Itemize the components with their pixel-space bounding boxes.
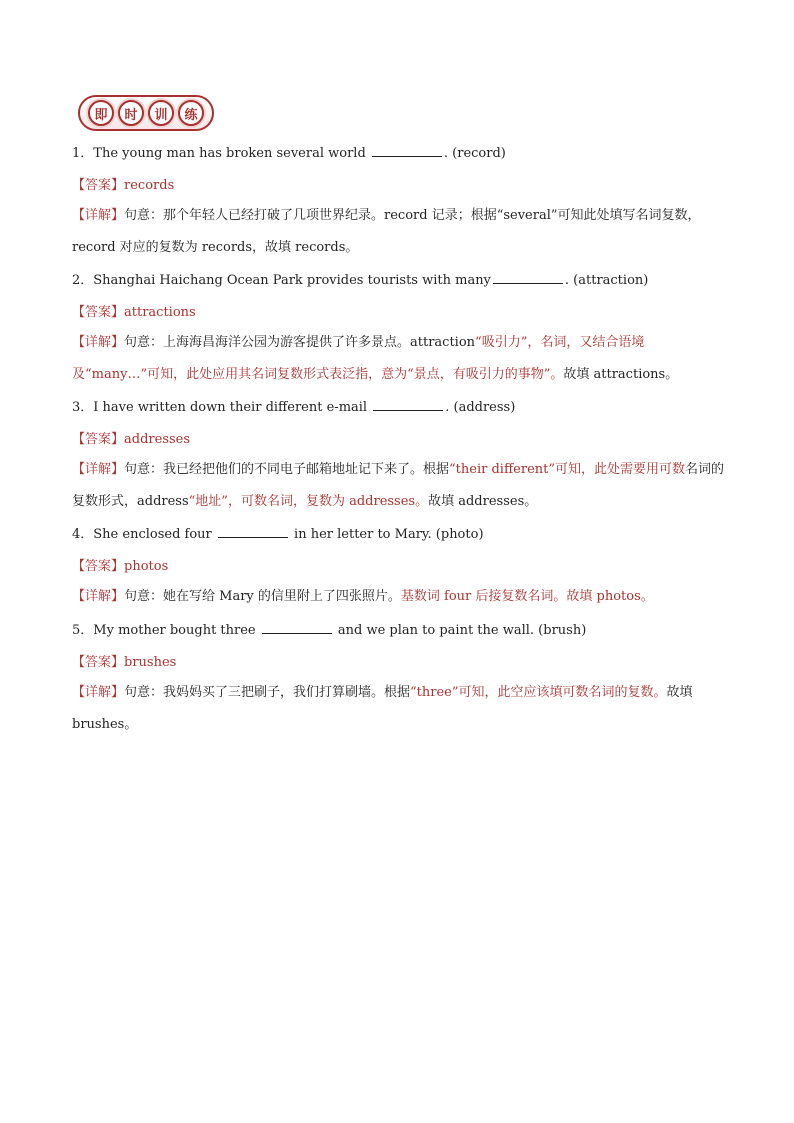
badge-char: 训 — [148, 100, 174, 126]
question-2 — [72, 271, 732, 291]
detail-label: 【详解】 — [72, 335, 125, 350]
detail-text: 名词的复数形式，address — [72, 462, 725, 509]
question-text: Shanghai Haichang Ocean Park provides tourists with many — [93, 273, 491, 288]
question-3 — [72, 398, 732, 418]
answer-4 — [72, 557, 732, 577]
badge-char: 练 — [178, 100, 204, 126]
detail-label: 【详解】 — [72, 462, 125, 477]
detail-text: 故填 attractions。 — [563, 367, 679, 382]
answer-text: brushes — [124, 655, 177, 670]
question-text: . (attraction) — [564, 273, 649, 288]
badge-char: 即 — [88, 100, 114, 126]
badge-char: 时 — [118, 100, 144, 126]
detail-highlight: “three”可知，此空应该填可数名词的复数。 — [410, 685, 667, 700]
answer-label: 【答案】 — [72, 432, 125, 447]
answer-1 — [72, 176, 732, 196]
answer-text: addresses — [124, 432, 191, 447]
detail-4 — [72, 581, 732, 613]
detail-text: 故填 addresses。 — [428, 494, 538, 509]
question-text: and we plan to paint the wall. (brush) — [333, 623, 587, 638]
answer-2 — [72, 303, 732, 323]
answer-blank — [262, 621, 332, 634]
question-number: 2． — [72, 273, 94, 288]
detail-text: 故填 brushes。 — [72, 685, 693, 732]
question-5 — [72, 621, 732, 641]
detail-3 — [72, 454, 732, 518]
detail-label: 【详解】 — [72, 208, 125, 223]
detail-highlight: “their different”可知，此处需要用可数 — [449, 462, 686, 477]
section-badge — [78, 95, 214, 131]
question-number: 4． — [72, 527, 94, 542]
detail-highlight: “地址”，可数名词，复数为 addresses。 — [188, 494, 429, 509]
answer-text: attractions — [124, 305, 196, 320]
detail-text: 句意：我已经把他们的不同电子邮箱地址记下来了。根据 — [124, 462, 450, 477]
detail-highlight: 基数词 four 后接复数名词。故填 photos。 — [400, 589, 654, 604]
answer-label: 【答案】 — [72, 178, 125, 193]
answer-text: records — [124, 178, 175, 193]
detail-label: 【详解】 — [72, 589, 125, 604]
answer-blank — [218, 525, 288, 538]
question-text: I have written down their different e-mail — [93, 400, 372, 415]
question-text: My mother bought three — [93, 623, 260, 638]
question-text: The young man has broken several world — [93, 146, 370, 161]
answer-3 — [72, 430, 732, 450]
detail-label: 【详解】 — [72, 685, 125, 700]
answer-blank — [372, 144, 442, 157]
question-text: . (record) — [443, 146, 506, 161]
detail-text: 句意：我妈妈买了三把刷子，我们打算刷墙。根据 — [124, 685, 411, 700]
question-4 — [72, 525, 732, 545]
question-number: 1． — [72, 146, 94, 161]
detail-5 — [72, 677, 732, 741]
question-number: 3． — [72, 400, 94, 415]
answer-blank — [493, 271, 563, 284]
detail-text: 句意：那个年轻人已经打破了几项世界纪录。record 记录；根据“several”可知此处填写名词复数，record 对应的复数为 records，故填 records。 — [72, 208, 701, 255]
detail-2 — [72, 327, 732, 391]
question-number: 5． — [72, 623, 94, 638]
detail-text: 句意：上海海昌海洋公园为游客提供了许多景点。attraction — [124, 335, 476, 350]
answer-label: 【答案】 — [72, 559, 125, 574]
question-text: She enclosed four — [93, 527, 216, 542]
answer-label: 【答案】 — [72, 655, 125, 670]
detail-1 — [72, 200, 732, 264]
answer-blank — [373, 398, 443, 411]
question-text: . (address) — [445, 400, 516, 415]
answer-text: photos — [124, 559, 169, 574]
answer-5 — [72, 653, 732, 673]
detail-text: 句意：她在写给 Mary 的信里附上了四张照片。 — [124, 589, 401, 604]
question-text: in her letter to Mary. (photo) — [289, 527, 484, 542]
answer-label: 【答案】 — [72, 305, 125, 320]
question-1 — [72, 144, 732, 164]
detail-highlight: “吸引力”，名词，又结合语境及“many…”可知，此处应用其名词复数形式表泛指，意为“景点，有吸引力的事物”。 — [72, 335, 645, 382]
